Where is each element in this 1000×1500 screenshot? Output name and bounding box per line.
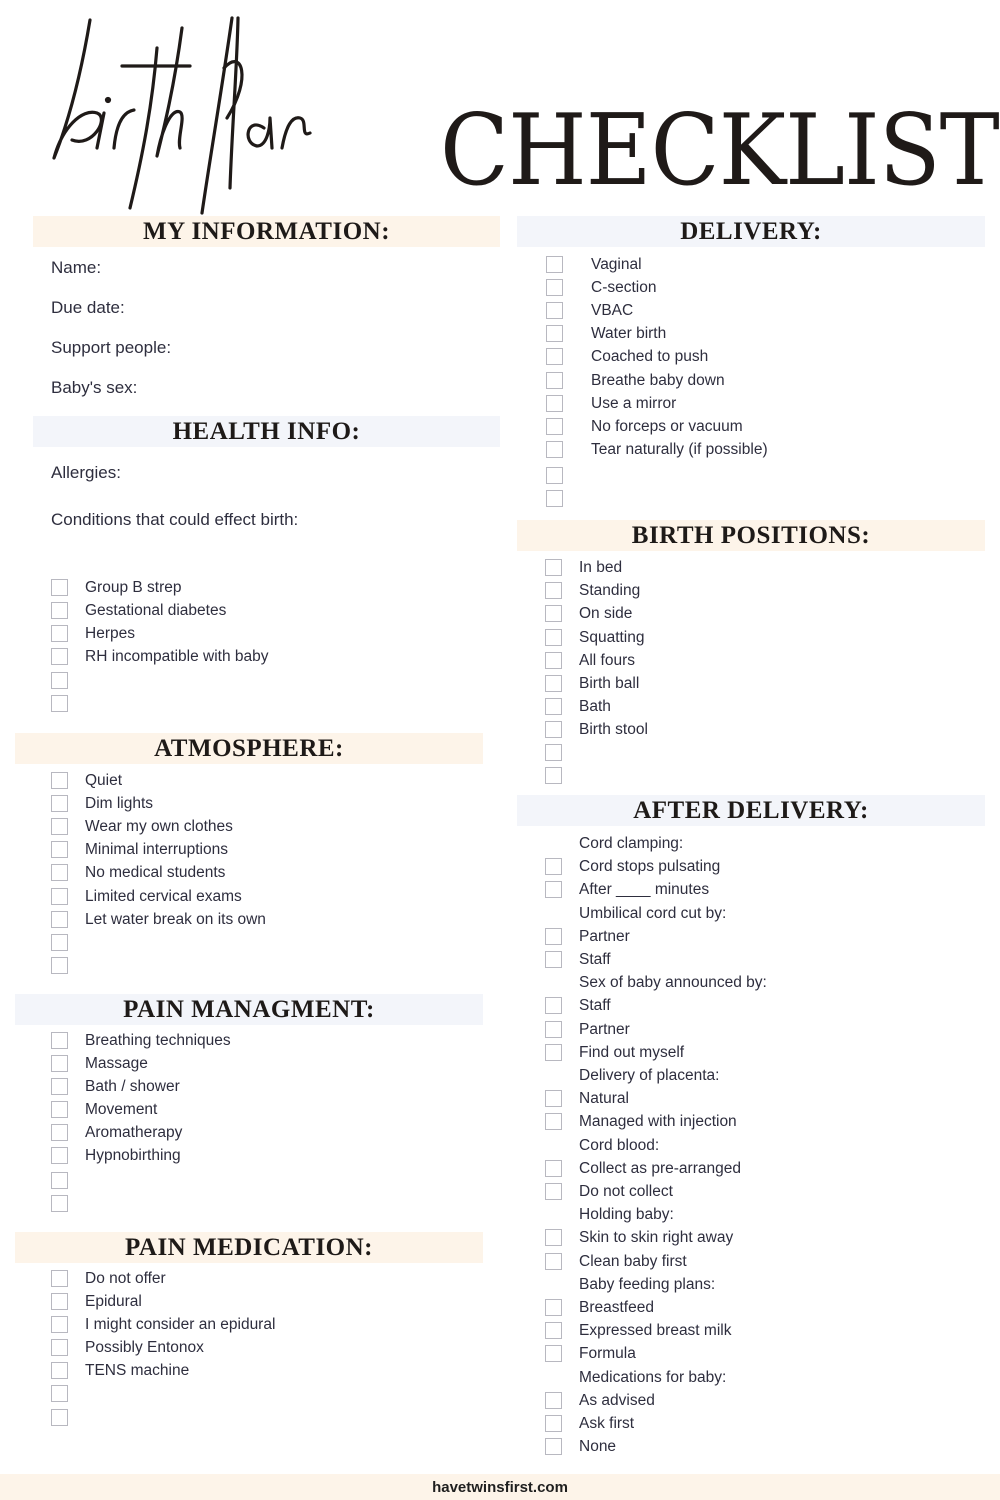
checkbox[interactable] bbox=[545, 767, 562, 784]
checklist-item-blank[interactable] bbox=[51, 1169, 68, 1192]
checklist-item[interactable]: Skin to skin right away bbox=[545, 1226, 733, 1249]
checkbox[interactable] bbox=[545, 1253, 562, 1270]
checklist-item[interactable]: Bath bbox=[545, 695, 611, 718]
checkbox[interactable] bbox=[545, 1322, 562, 1339]
checkbox[interactable] bbox=[51, 1055, 68, 1072]
checklist-item[interactable]: Limited cervical exams bbox=[51, 885, 242, 908]
checkbox[interactable] bbox=[51, 841, 68, 858]
checkbox[interactable] bbox=[545, 1438, 562, 1455]
section-heading-delivery: DELIVERY: bbox=[517, 216, 985, 247]
checklist-item[interactable]: Staff bbox=[545, 948, 611, 971]
checklist-item[interactable]: Birth ball bbox=[545, 672, 639, 695]
checklist-item[interactable]: Hypnobirthing bbox=[51, 1144, 181, 1167]
checkbox[interactable] bbox=[546, 372, 563, 389]
checkbox[interactable] bbox=[546, 256, 563, 273]
checkbox[interactable] bbox=[545, 605, 562, 622]
checkbox[interactable] bbox=[51, 1339, 68, 1356]
checklist-item[interactable]: On side bbox=[545, 602, 632, 625]
checklist-item[interactable]: Minimal interruptions bbox=[51, 838, 228, 861]
checklist-item[interactable]: Ask first bbox=[545, 1412, 634, 1435]
checklist-item-blank[interactable] bbox=[51, 669, 68, 692]
subsection-label: Sex of baby announced by: bbox=[579, 973, 767, 991]
checkbox[interactable] bbox=[51, 772, 68, 789]
checkbox[interactable] bbox=[545, 1044, 562, 1061]
checklist-item[interactable]: Let water break on its own bbox=[51, 908, 266, 931]
checklist-item[interactable]: Expressed breast milk bbox=[545, 1319, 731, 1342]
checkbox[interactable] bbox=[546, 418, 563, 435]
checklist-item[interactable]: Water birth bbox=[546, 322, 666, 345]
checkbox[interactable] bbox=[546, 302, 563, 319]
checklist-item[interactable]: Dim lights bbox=[51, 792, 153, 815]
checkbox[interactable] bbox=[546, 467, 563, 484]
checklist-item[interactable]: TENS machine bbox=[51, 1359, 189, 1382]
checkbox[interactable] bbox=[51, 957, 68, 974]
checklist-item[interactable]: Breastfeed bbox=[545, 1296, 654, 1319]
checklist-item[interactable]: Wear my own clothes bbox=[51, 815, 233, 838]
checklist-item[interactable]: Squatting bbox=[545, 626, 645, 649]
checkbox[interactable] bbox=[51, 1124, 68, 1141]
checklist-item[interactable]: Coached to push bbox=[546, 345, 708, 368]
page-title: CHECKLIST bbox=[440, 94, 999, 208]
field-due-date-label: Due date: bbox=[51, 298, 125, 317]
checklist-item[interactable]: All fours bbox=[545, 649, 635, 672]
checklist-item-blank[interactable] bbox=[51, 1382, 68, 1405]
checkbox[interactable] bbox=[546, 325, 563, 342]
section-heading-atmosphere: ATMOSPHERE: bbox=[15, 733, 483, 764]
checklist-item[interactable]: Use a mirror bbox=[546, 392, 676, 415]
section-heading-after-delivery: AFTER DELIVERY: bbox=[517, 795, 985, 826]
checklist-item[interactable]: Gestational diabetes bbox=[51, 599, 226, 622]
checkbox[interactable] bbox=[545, 559, 562, 576]
checkbox[interactable] bbox=[51, 1385, 68, 1402]
checkbox[interactable] bbox=[545, 1090, 562, 1107]
checklist-item[interactable]: C-section bbox=[546, 276, 656, 299]
checkbox[interactable] bbox=[546, 348, 563, 365]
checklist-item-blank[interactable] bbox=[546, 464, 563, 487]
checklist-item[interactable]: As advised bbox=[545, 1389, 655, 1412]
checklist-item[interactable]: Clean baby first bbox=[545, 1250, 687, 1273]
checkbox[interactable] bbox=[545, 1021, 562, 1038]
checkbox[interactable] bbox=[545, 629, 562, 646]
checkbox[interactable] bbox=[51, 888, 68, 905]
checklist-item[interactable]: Massage bbox=[51, 1052, 148, 1075]
checklist-item-blank[interactable] bbox=[51, 1192, 68, 1215]
field-name-label: Name: bbox=[51, 258, 102, 277]
checklist-item-blank[interactable] bbox=[51, 692, 68, 715]
checklist-item[interactable]: Quiet bbox=[51, 769, 122, 792]
checklist-item-blank[interactable] bbox=[51, 931, 68, 954]
checkbox[interactable] bbox=[545, 1183, 562, 1200]
checkbox[interactable] bbox=[546, 490, 563, 507]
checklist-item[interactable]: Movement bbox=[51, 1098, 157, 1121]
checkbox[interactable] bbox=[545, 928, 562, 945]
checklist-item[interactable]: Do not offer bbox=[51, 1267, 166, 1290]
checkbox[interactable] bbox=[546, 279, 563, 296]
subsection-label: Holding baby: bbox=[579, 1205, 674, 1223]
checklist-item[interactable]: Collect as pre-arranged bbox=[545, 1157, 741, 1180]
checklist-item[interactable]: Vaginal bbox=[546, 253, 642, 276]
checkbox[interactable] bbox=[51, 1101, 68, 1118]
checklist-item-blank[interactable] bbox=[51, 954, 68, 977]
subsection-label: Cord blood: bbox=[579, 1136, 660, 1154]
checklist-item[interactable]: I might consider an epidural bbox=[51, 1313, 275, 1336]
checklist-item[interactable]: Group B strep bbox=[51, 576, 182, 599]
checkbox[interactable] bbox=[545, 652, 562, 669]
checkbox[interactable] bbox=[546, 395, 563, 412]
checklist-item[interactable]: Birth stool bbox=[545, 718, 648, 741]
checkbox[interactable] bbox=[51, 695, 68, 712]
checklist-item-blank[interactable] bbox=[546, 487, 563, 510]
subsection-label: Medications for baby: bbox=[579, 1368, 727, 1386]
checkbox[interactable] bbox=[545, 997, 562, 1014]
checklist-item[interactable]: Tear naturally (if possible) bbox=[546, 438, 768, 461]
checkbox[interactable] bbox=[545, 881, 562, 898]
checklist-item[interactable]: RH incompatible with baby bbox=[51, 645, 269, 668]
script-title-art bbox=[42, 8, 442, 218]
checkbox[interactable] bbox=[546, 441, 563, 458]
checkbox[interactable] bbox=[51, 1293, 68, 1310]
checklist-item[interactable]: None bbox=[545, 1435, 616, 1458]
checklist-item[interactable]: Partner bbox=[545, 925, 630, 948]
checkbox[interactable] bbox=[545, 1113, 562, 1130]
checkbox[interactable] bbox=[545, 744, 562, 761]
checklist-item[interactable]: Herpes bbox=[51, 622, 135, 645]
checklist-item[interactable]: Aromatherapy bbox=[51, 1121, 182, 1144]
field-babys-sex-label: Baby's sex: bbox=[51, 378, 138, 397]
checkbox[interactable] bbox=[545, 698, 562, 715]
checklist-item[interactable]: Staff bbox=[545, 994, 611, 1017]
checkbox[interactable] bbox=[51, 648, 68, 665]
section-heading-pain-managment: PAIN MANAGMENT: bbox=[15, 994, 483, 1025]
checklist-item-blank[interactable] bbox=[545, 764, 562, 787]
checkbox[interactable] bbox=[545, 858, 562, 875]
checklist-item[interactable]: No medical students bbox=[51, 861, 225, 884]
checkbox[interactable] bbox=[51, 1270, 68, 1287]
section-heading-pain-medication: PAIN MEDICATION: bbox=[15, 1232, 483, 1263]
checkbox[interactable] bbox=[51, 602, 68, 619]
checkbox[interactable] bbox=[545, 951, 562, 968]
checkbox[interactable] bbox=[545, 1299, 562, 1316]
section-heading-my-information: MY INFORMATION: bbox=[33, 216, 500, 247]
checkbox[interactable] bbox=[51, 1316, 68, 1333]
subsection-label: Cord clamping: bbox=[579, 834, 684, 852]
checkbox[interactable] bbox=[51, 1195, 68, 1212]
checkbox[interactable] bbox=[51, 818, 68, 835]
section-heading-birth-positions: BIRTH POSITIONS: bbox=[517, 520, 985, 551]
checkbox[interactable] bbox=[545, 1229, 562, 1246]
checklist-item[interactable]: VBAC bbox=[546, 299, 633, 322]
title-script bbox=[42, 8, 442, 218]
checkbox[interactable] bbox=[51, 1032, 68, 1049]
checkbox[interactable] bbox=[51, 625, 68, 642]
checklist-item[interactable]: Breathe baby down bbox=[546, 369, 725, 392]
field-conditions-label: Conditions that could effect birth: bbox=[51, 510, 299, 529]
checklist-item[interactable]: Epidural bbox=[51, 1290, 142, 1313]
subsection-label: Baby feeding plans: bbox=[579, 1275, 716, 1293]
checkbox[interactable] bbox=[51, 1147, 68, 1164]
checkbox[interactable] bbox=[545, 1415, 562, 1432]
subsection-label: Umbilical cord cut by: bbox=[579, 904, 727, 922]
field-support-people-label: Support people: bbox=[51, 338, 172, 357]
checkbox[interactable] bbox=[51, 911, 68, 928]
checklist-item[interactable]: Breathing techniques bbox=[51, 1029, 231, 1052]
checklist-item[interactable]: Do not collect bbox=[545, 1180, 673, 1203]
checkbox[interactable] bbox=[51, 1409, 68, 1426]
checklist-item[interactable]: After ____ minutes bbox=[545, 878, 709, 901]
checklist-item[interactable]: Partner bbox=[545, 1018, 630, 1041]
checklist-item[interactable]: Cord stops pulsating bbox=[545, 855, 720, 878]
checklist-item-blank[interactable] bbox=[545, 741, 562, 764]
footer-website[interactable]: havetwinsfirst.com bbox=[0, 1474, 1000, 1500]
checkbox[interactable] bbox=[545, 1345, 562, 1362]
checkbox[interactable] bbox=[51, 864, 68, 881]
field-allergies-label: Allergies: bbox=[51, 463, 121, 482]
section-heading-health-info: HEALTH INFO: bbox=[33, 416, 500, 447]
checkbox[interactable] bbox=[51, 795, 68, 812]
subsection-label: Delivery of placenta: bbox=[579, 1066, 720, 1084]
checkbox[interactable] bbox=[51, 934, 68, 951]
checkbox[interactable] bbox=[51, 579, 68, 596]
checklist-item-blank[interactable] bbox=[51, 1406, 68, 1429]
checkbox[interactable] bbox=[51, 672, 68, 689]
checkbox[interactable] bbox=[51, 1172, 68, 1189]
checklist-item[interactable]: In bed bbox=[545, 556, 622, 579]
checkbox[interactable] bbox=[545, 675, 562, 692]
checklist-item[interactable]: Managed with injection bbox=[545, 1110, 737, 1133]
checkbox[interactable] bbox=[545, 1392, 562, 1409]
checklist-item[interactable]: Find out myself bbox=[545, 1041, 684, 1064]
checklist-item[interactable]: Natural bbox=[545, 1087, 629, 1110]
checklist-item[interactable]: Formula bbox=[545, 1342, 636, 1365]
checklist-item[interactable]: Possibly Entonox bbox=[51, 1336, 204, 1359]
checklist-item[interactable]: Bath / shower bbox=[51, 1075, 180, 1098]
checkbox[interactable] bbox=[545, 1160, 562, 1177]
checklist-item[interactable]: Standing bbox=[545, 579, 640, 602]
checkbox[interactable] bbox=[545, 721, 562, 738]
checkbox[interactable] bbox=[51, 1362, 68, 1379]
checkbox[interactable] bbox=[545, 582, 562, 599]
checkbox[interactable] bbox=[51, 1078, 68, 1095]
checklist-item[interactable]: No forceps or vacuum bbox=[546, 415, 743, 438]
